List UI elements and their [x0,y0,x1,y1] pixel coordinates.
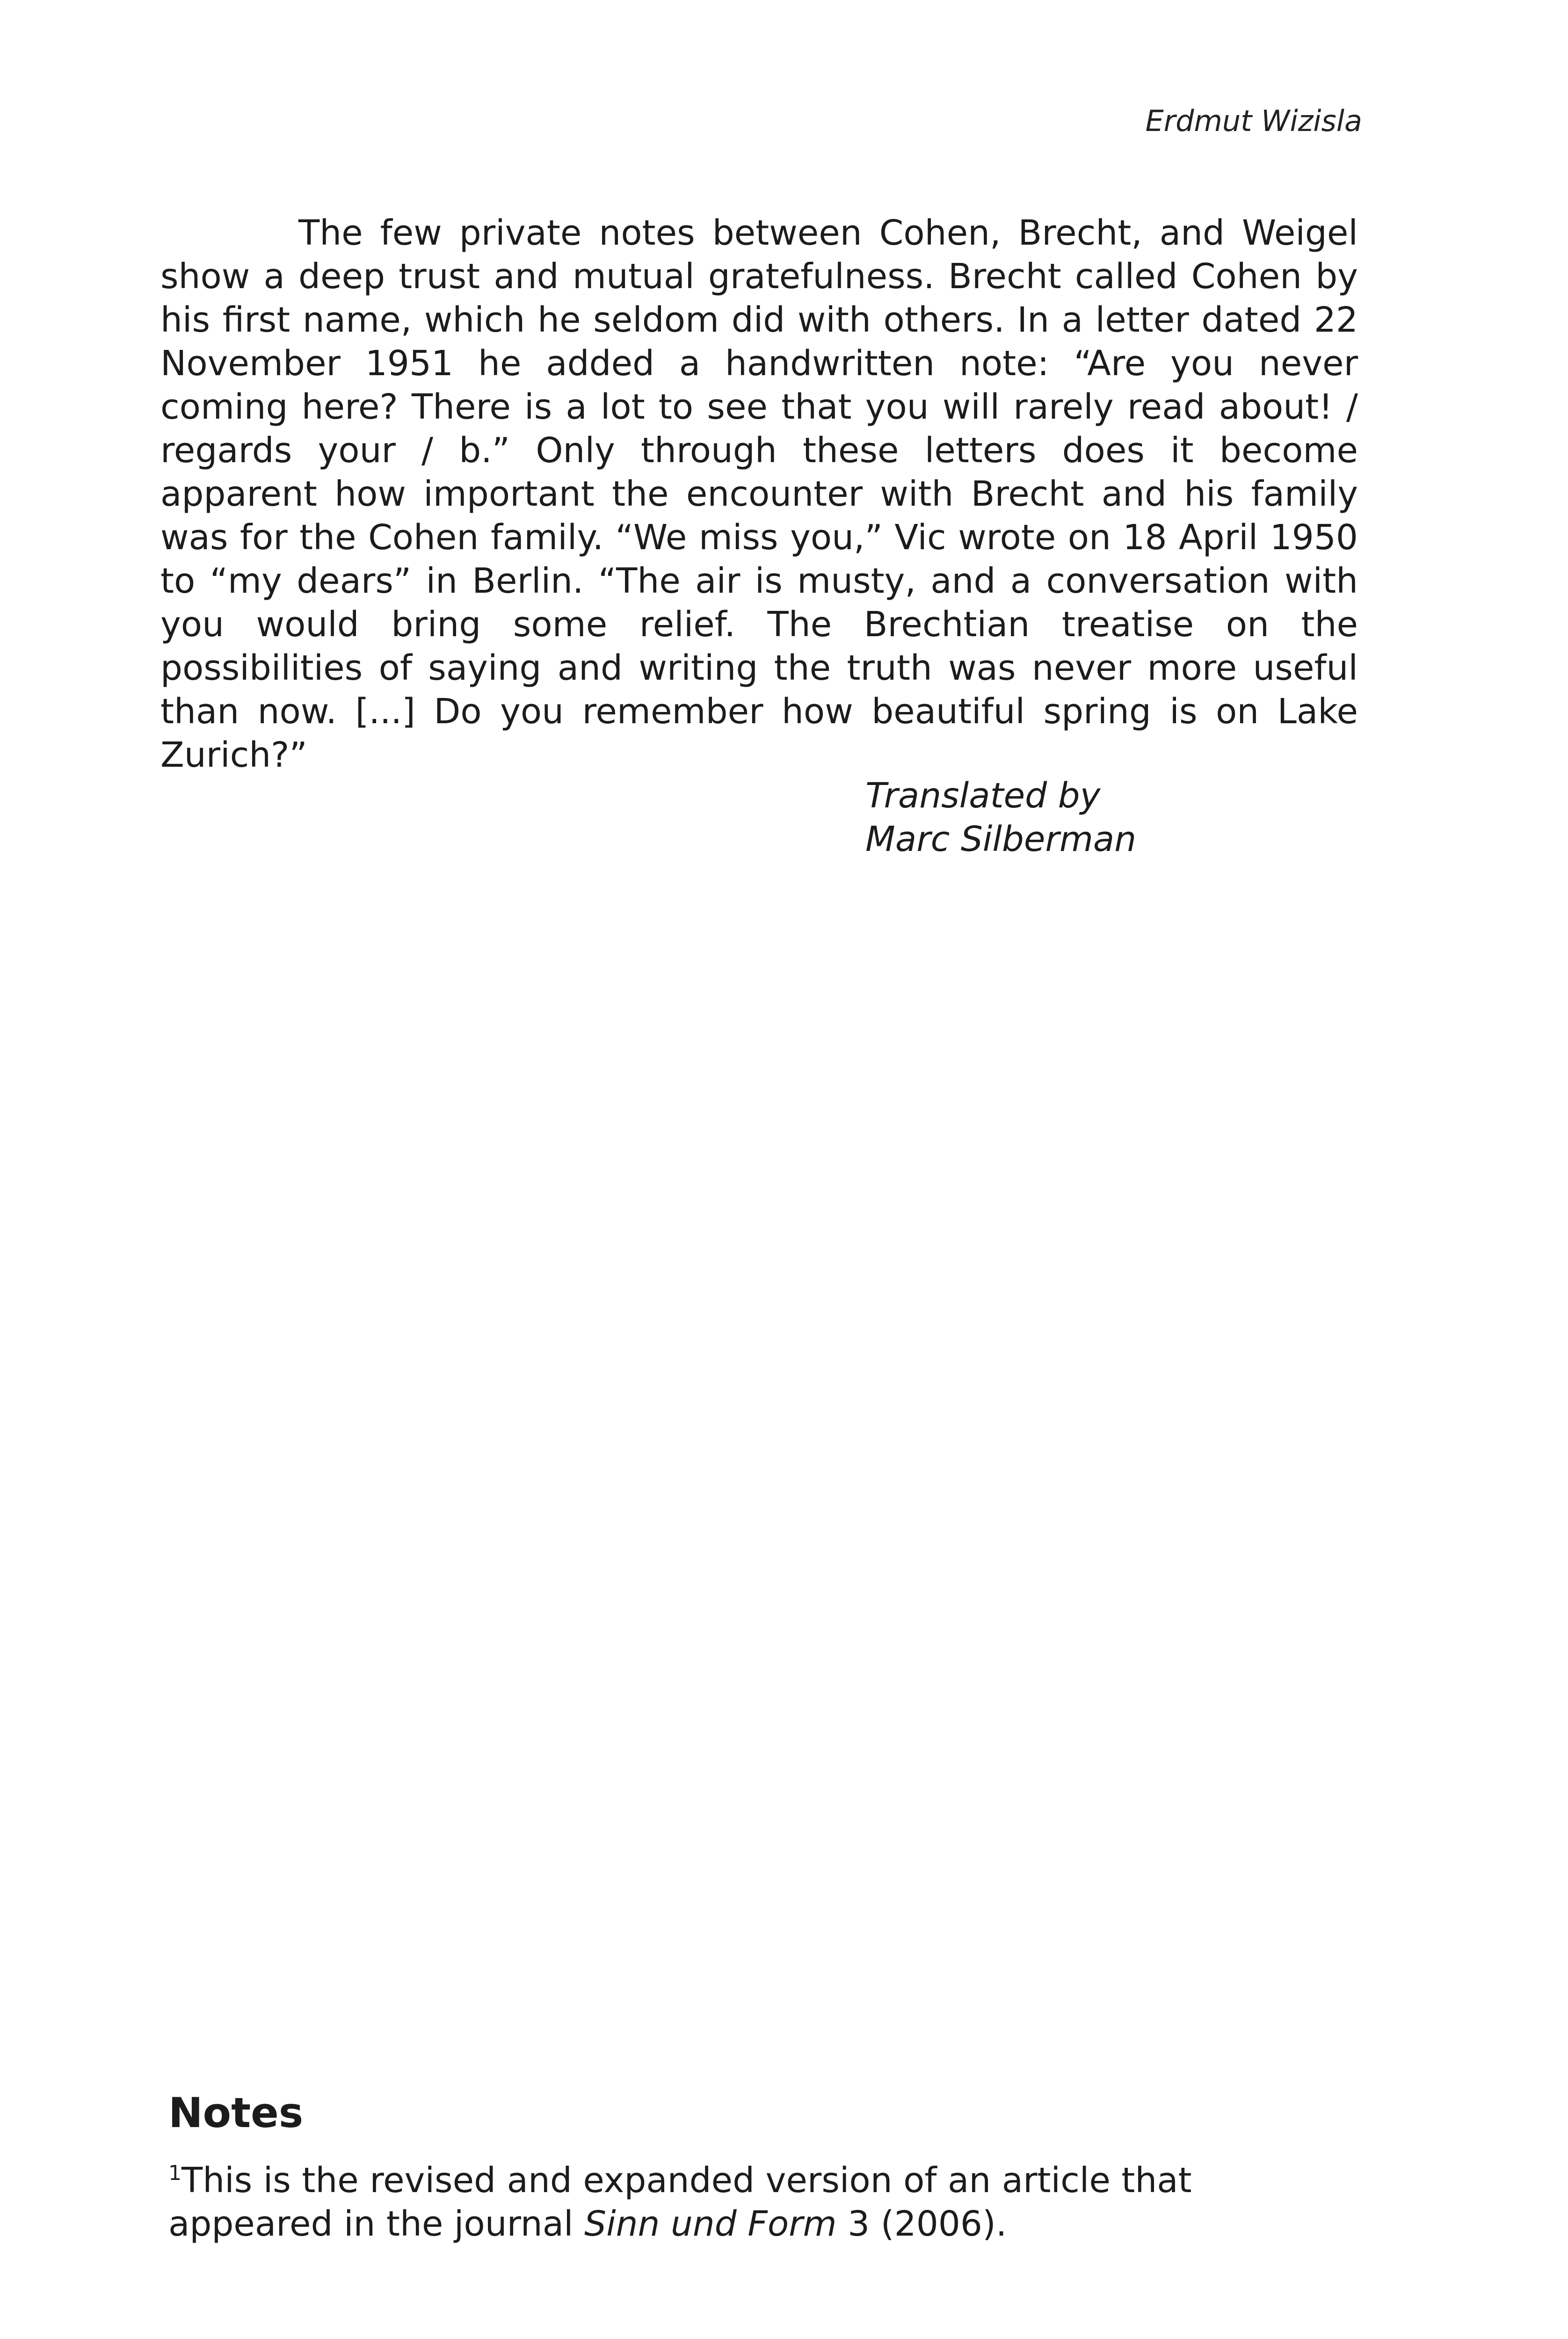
footnote-marker: 1 [168,2161,181,2185]
footnote-text-end: 3 (2006). [836,2204,1007,2244]
footnote-journal-title: Sinn und Form [584,2204,837,2244]
running-header: Erdmut Wizisla [1145,104,1362,138]
translation-credit [865,774,1136,861]
notes-heading: Notes [168,2089,304,2137]
footnote [168,2159,1366,2246]
body-paragraph: The few private notes between Cohen, Brecht, and Weigel show a deep trust and mutual gratefulness. Brecht called Cohen by his first name, which he seldom did with others. In a letter dated 22 November 1951 he added a handwritten note: “Are you never coming here? There is a lot to see that you will rarely read about! / regards your / b.” Only through these letters does it become apparent how important the encounter with Brecht and his family was for the Cohen family. “We miss you,” Vic wrote on 18 April 1950 to “my dears” in Berlin. “The air is musty, and a conversation with you would bring some relief. The Brechtian treatise on the possibilities of saying and writing the truth was never more useful than now. [...] Do you remember how beautiful spring is on Lake Zurich?” [160,213,1358,775]
translation-credit-label: Translated by [865,776,1101,816]
translator-name: Marc Silberman [865,819,1137,859]
footnote-text: This is the revised and expanded version of an article that appeared in the journal [168,2160,1192,2244]
